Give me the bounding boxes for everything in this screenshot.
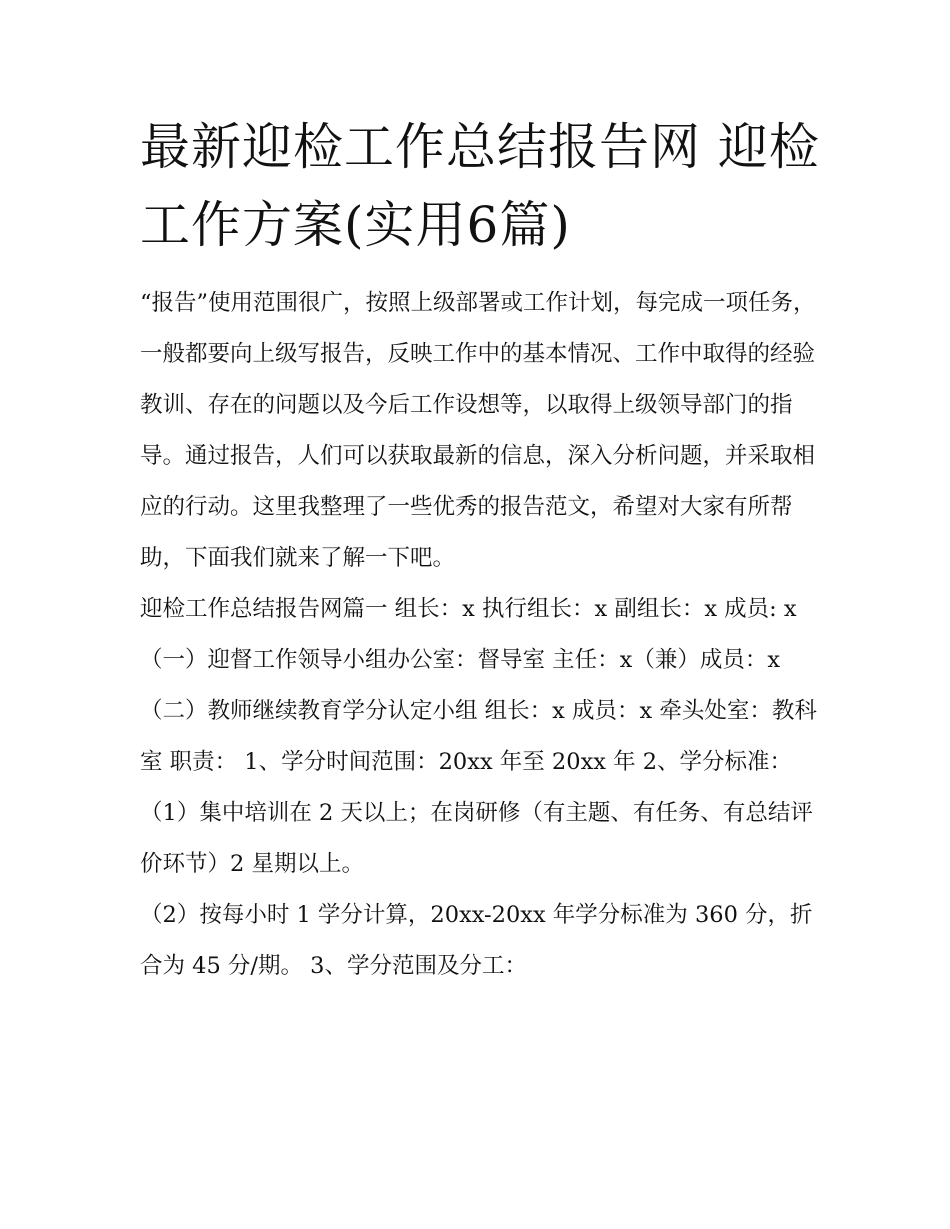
document-title: 最新迎检工作总结报告网 迎检工作方案(实用6篇): [140, 118, 820, 254]
section-one-paragraph: 迎检工作总结报告网篇一 组长：x 执行组长：x 副组长：x 成员: x （一）迎督工作领导小组办公室：督导室 主任：x（兼）成员：x: [140, 596, 797, 673]
item-one-paragraph: （1）集中培训在 2 天以上；在岗研修（有主题、有任务、有总结评价环节）2 星期以上。: [140, 800, 813, 877]
document-body: [140, 278, 820, 992]
section-two-paragraph: （二）教师继续教育学分认定小组 组长：x 成员：x 牵头处室：教科室 职责： 1、学分时间范围：20xx 年至 20xx 年 2、学分标准：: [140, 698, 817, 775]
item-two-paragraph: （2）按每小时 1 学分计算，20xx-20xx 年学分标准为 360 分，折合为 45 分/期。 3、学分范围及分工：: [140, 902, 813, 979]
intro-paragraph: “报告”使用范围很广，按照上级部署或工作计划，每完成一项任务，一般都要向上级写报告，反映工作中的基本情况、工作中取得的经验教训、存在的问题以及今后工作设想等，以取得上级领导部门的指导。通过报告，人们可以获取最新的信息，深入分析问题，并采取相应的行动。这里我整理了一些优秀的报告范文，希望对大家有所帮助，下面我们就来了解一下吧。: [140, 290, 816, 571]
